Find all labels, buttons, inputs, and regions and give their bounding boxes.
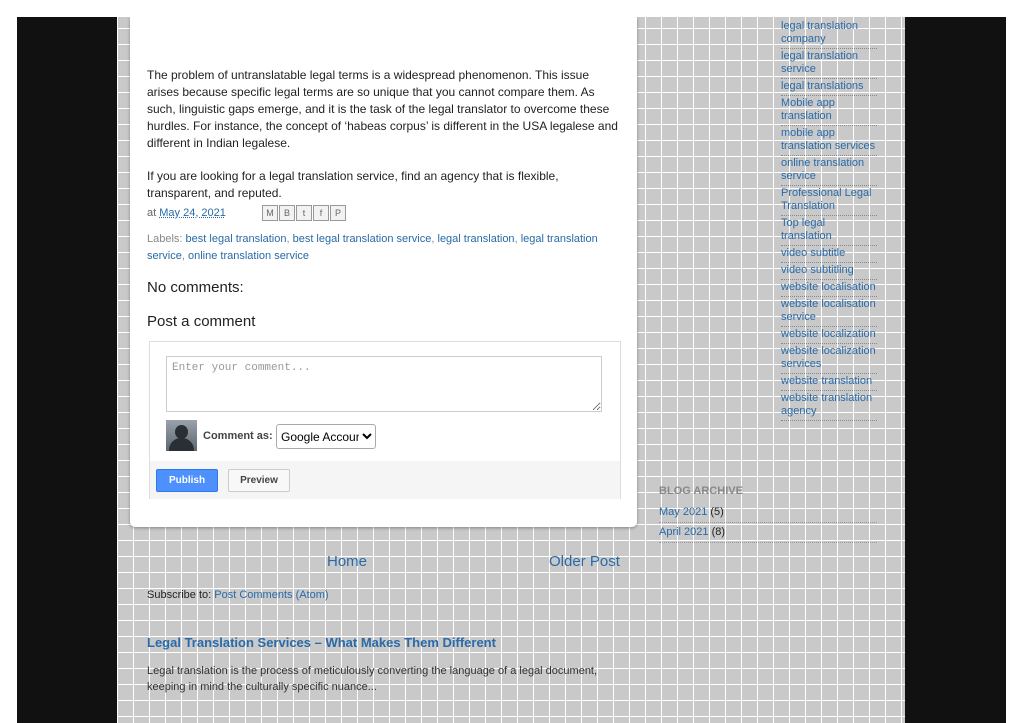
twitter-icon[interactable]: t (296, 205, 312, 221)
email-icon[interactable]: M (262, 205, 278, 221)
sidebar-labels-list (781, 19, 877, 421)
labels-prefix: Labels: (147, 233, 183, 245)
list-item (781, 19, 877, 49)
sidebar-label-link[interactable]: legal translation service (781, 50, 859, 75)
sidebar-label-link[interactable]: website localization (781, 328, 876, 340)
list-item (781, 280, 877, 297)
sidebar-label-link[interactable]: Mobile app translation (781, 97, 835, 122)
list-item (659, 523, 877, 543)
label-link[interactable]: online translation service (187, 250, 310, 262)
list-item (781, 344, 877, 374)
sidebar-label-link[interactable]: video subtitle (781, 247, 846, 259)
archive-month-link[interactable]: May 2021 (659, 506, 708, 518)
post-timestamp-link[interactable]: May 24, 2021 (159, 207, 226, 219)
at-prefix: at (147, 207, 157, 219)
label-link[interactable]: best legal translation (185, 233, 287, 245)
sidebar-label-link[interactable]: Professional Legal Translation (781, 187, 872, 212)
comments-heading: No comments: (147, 279, 244, 296)
home-link[interactable]: Home (327, 553, 368, 570)
list-item (781, 374, 877, 391)
facebook-icon[interactable]: f (313, 205, 329, 221)
archive-count: (8) (711, 526, 726, 538)
list-item (781, 156, 877, 186)
list-item (781, 391, 877, 421)
sidebar-label-link[interactable]: legal translation company (781, 20, 859, 45)
post-labels: Labels: best legal translation, best legal translation service, legal translation, legal translation service, online translation service (147, 233, 598, 262)
related-post-snippet: Legal translation is the process of meticulously converting the language of a legal document, keeping in mind the culturally specific nuance... (147, 665, 598, 693)
blog-archive-heading: BLOG ARCHIVE (659, 485, 743, 497)
sidebar-label-link[interactable]: website localization services (781, 345, 876, 370)
list-item (781, 263, 877, 280)
comment-as-label: Comment as: (203, 430, 273, 442)
subscribe-prefix: Subscribe to: (147, 589, 212, 601)
post-footer (147, 207, 622, 219)
comment-actions (150, 461, 620, 499)
subscribe-line (147, 589, 329, 601)
label-link[interactable]: best legal translation service (292, 233, 432, 245)
comment-input[interactable] (166, 356, 602, 412)
list-item (781, 327, 877, 344)
archive-month-link[interactable]: April 2021 (659, 526, 709, 538)
post-comment-heading: Post a comment (147, 313, 256, 330)
list-item (781, 79, 877, 96)
sidebar-label-link[interactable]: website localisation service (781, 298, 876, 323)
list-item (781, 216, 877, 246)
list-item (659, 503, 877, 523)
sidebar-label-link[interactable]: video subtitling (781, 264, 854, 276)
sidebar-label-link[interactable]: website translation (781, 375, 873, 387)
avatar (166, 420, 197, 451)
sidebar-label-link[interactable]: online translation service (781, 157, 865, 182)
page-frame (17, 17, 1006, 723)
list-item (781, 96, 877, 126)
publish-button[interactable]: Publish (156, 469, 218, 492)
preview-button[interactable]: Preview (228, 469, 290, 492)
identity-select[interactable] (276, 424, 376, 449)
subscribe-link[interactable]: Post Comments (Atom) (214, 589, 329, 601)
list-item (781, 186, 877, 216)
post-paragraph: If you are looking for a legal translation service, find an agency that is flexible, transparent, and reputed. (147, 169, 559, 200)
list-item (781, 246, 877, 263)
list-item (781, 297, 877, 327)
archive-count: (5) (710, 506, 724, 518)
label-link[interactable]: legal translation (437, 233, 515, 245)
older-post-link[interactable]: Older Post (549, 553, 620, 570)
list-item (781, 49, 877, 79)
post-card (130, 17, 637, 527)
avatar-body-icon (169, 438, 194, 451)
comment-form (149, 341, 621, 499)
post-body (147, 67, 622, 218)
sidebar-label-link[interactable]: Top legal translation (781, 217, 832, 242)
sidebar-label-link[interactable]: mobile app translation services (781, 127, 876, 152)
sidebar-label-link[interactable]: website translation agency (781, 392, 873, 417)
blog-archive-list (659, 503, 877, 543)
label-link[interactable]: legal translation service (147, 233, 598, 262)
avatar-head-icon (175, 425, 188, 439)
post-paragraph: The problem of untranslatable legal terms is a widespread phenomenon. This issue arises because specific legal terms are so unique that you cannot compare them. As such, linguistic gaps emerge, and it is the task of the legal translator to overcome these hurdles. For instance, the concept of ‘habeas corpus’ is different in the USA legalese and different in Indian legalese. (147, 68, 618, 150)
list-item (781, 126, 877, 156)
sidebar-label-link[interactable]: website localisation (781, 281, 876, 293)
sidebar-label-link[interactable]: legal translations (781, 80, 864, 92)
share-buttons (262, 205, 347, 221)
related-post-title[interactable]: Legal Translation Services – What Makes Them Different (147, 635, 496, 650)
pinterest-icon[interactable]: P (330, 205, 346, 221)
blog-this-icon[interactable]: B (279, 205, 295, 221)
